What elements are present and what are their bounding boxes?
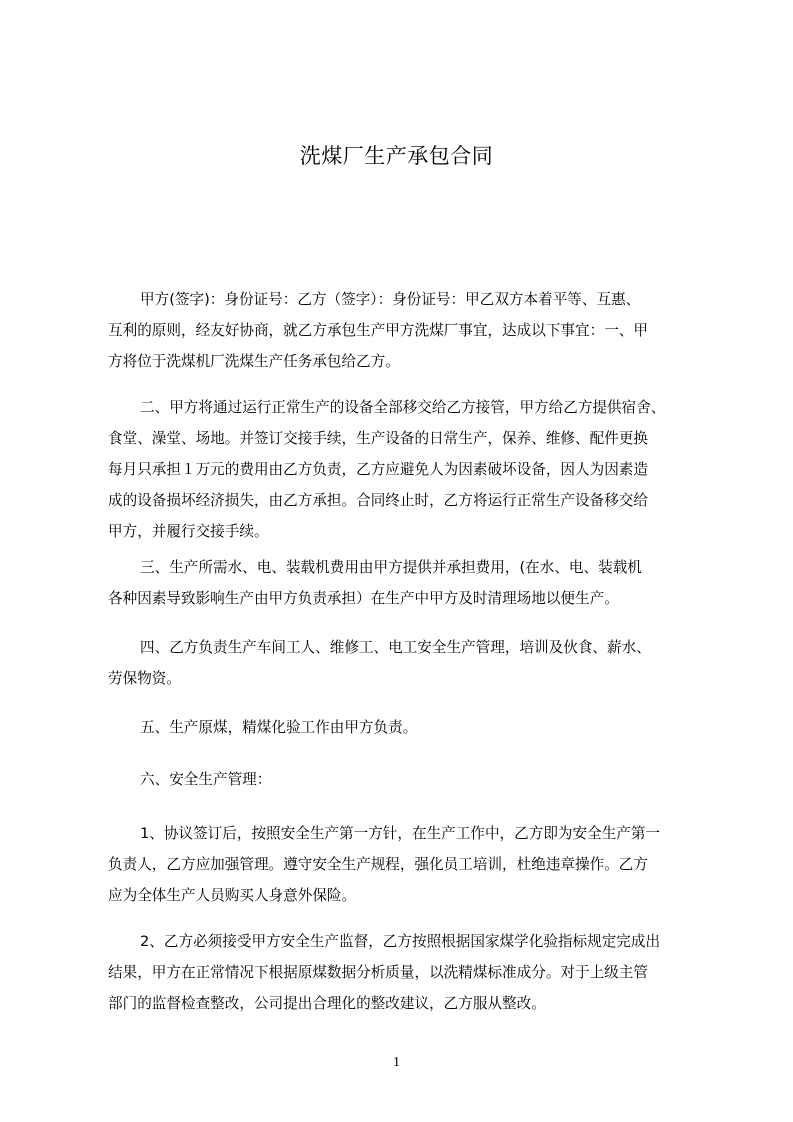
paragraph-line: 部门的监督检查整改，公司提出合理化的整改建议，乙方服从整改。 <box>108 995 546 1012</box>
paragraph-line: 六、安全生产管理： <box>140 771 272 788</box>
paragraph-line: 三、生产所需水、电、装载机费用由甲方提供并承担费用，(在水、电、装载机 <box>140 559 642 576</box>
paragraph-line: 结果，甲方在正常情况下根据原煤数据分析质量，以洗精煤标准成分。对于上级主管 <box>108 964 648 981</box>
paragraph-line: 甲方，并履行交接手续。 <box>108 523 269 540</box>
paragraph-clause-2 <box>106 392 696 547</box>
document-title: 洗煤厂生产承包合同 <box>299 144 494 168</box>
paragraph-line: 食堂、澡堂、场地。并签订交接手续，生产设备的日常生产，保养、维修、配件更换 <box>108 430 648 447</box>
paragraph-preamble <box>106 284 696 377</box>
paragraph-line: 每月只承担１万元的费用由乙方负责，乙方应避免人为因素破坏设备，因人为因素造 <box>108 461 648 478</box>
paragraph-line: 1、协议签订后，按照安全生产第一方针，在生产工作中，乙方即为安全生产第一 <box>140 825 661 842</box>
paragraph-line: 甲方(签字)：身份证号：乙方（签字）：身份证号：甲乙双方本着平等、互惠、 <box>140 291 641 308</box>
paragraph-line: 成的设备损坏经济损失，由乙方承担。合同终止时，乙方将运行正常生产设备移交给 <box>108 492 648 509</box>
paragraph-clause-6-heading <box>106 764 696 795</box>
paragraph-line: 方将位于洗煤机厂洗煤生产任务承包给乙方。 <box>108 353 400 370</box>
paragraph-line: 二、甲方将通过运行正常生产的设备全部移交给乙方接管，甲方给乙方提供宿舍、 <box>140 399 666 416</box>
paragraph-line: 劳保物资。 <box>108 670 181 687</box>
page-number: 1 <box>393 1055 400 1070</box>
paragraph-clause-6-2 <box>106 926 696 1019</box>
paragraph-clause-3 <box>106 552 696 614</box>
paragraph-line: 应为全体生产人员购买人身意外保险。 <box>108 887 357 904</box>
paragraph-line: 互利的原则，经友好协商，就乙方承包生产甲方洗煤厂事宜，达成以下事宜：一、甲 <box>108 322 648 339</box>
paragraph-line: 负责人，乙方应加强管理。遵守安全生产规程，强化员工培训，杜绝违章操作。乙方 <box>108 856 648 873</box>
paragraph-clause-5 <box>106 712 696 743</box>
paragraph-clause-4 <box>106 632 696 694</box>
paragraph-line: 五、生产原煤，精煤化验工作由甲方负责。 <box>140 719 418 736</box>
paragraph-line: 四、乙方负责生产车间工人、维修工、电工安全生产管理，培训及伙食、薪水、 <box>140 639 651 656</box>
paragraph-clause-6-1 <box>106 818 696 911</box>
paragraph-line: 各种因素导致影响生产由甲方负责承担）在生产中甲方及时清理场地以便生产。 <box>108 590 619 607</box>
paragraph-line: 2、乙方必须接受甲方安全生产监督，乙方按照根据国家煤学化验指标规定完成出 <box>140 933 661 950</box>
